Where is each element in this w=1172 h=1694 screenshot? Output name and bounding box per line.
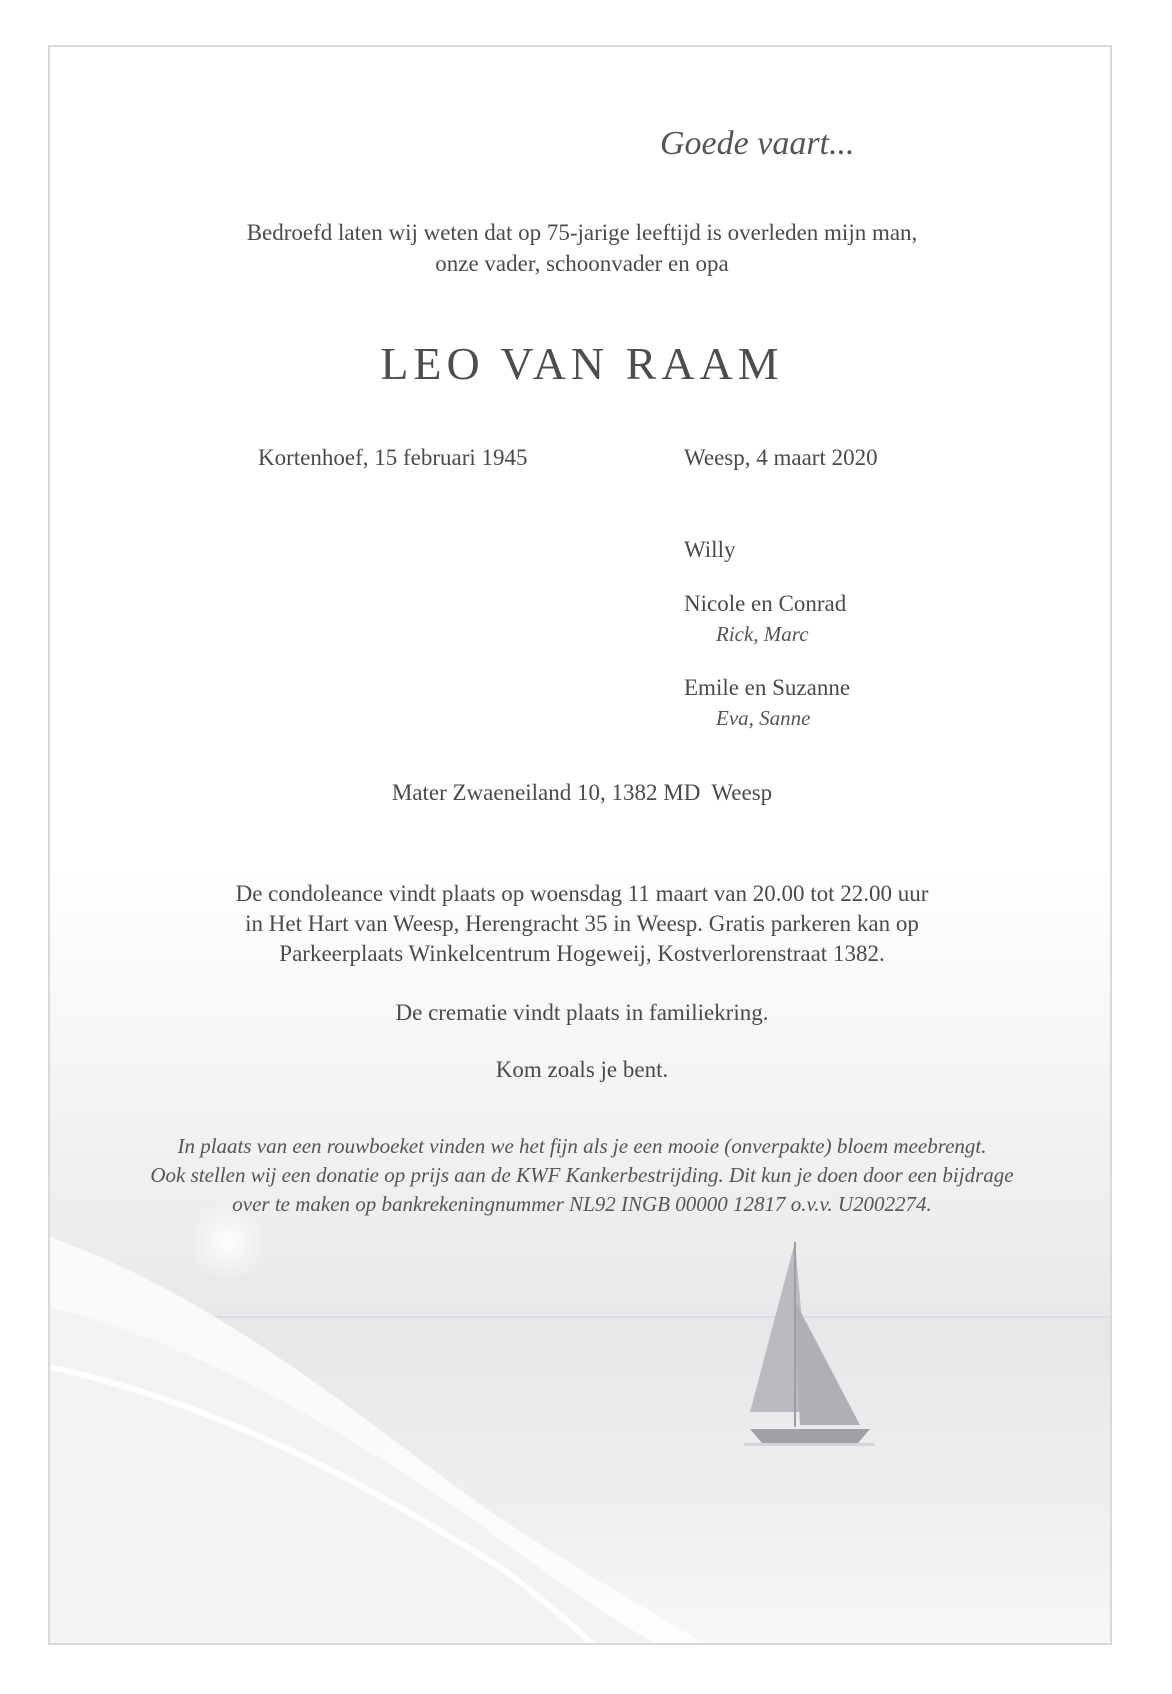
family-children: Rick, Marc [716, 622, 809, 646]
birth-place-date: Kortenhoef, 15 februari 1945 [258, 445, 528, 470]
obituary-card [48, 45, 1112, 1645]
note-line-3: over te maken op bankrekeningnummer NL92 INGB 00000 12817 o.v.v. U2002274. [232, 1192, 932, 1216]
family-children: Eva, Sanne [716, 706, 811, 730]
family-group [684, 589, 850, 649]
note-line-1: In plaats van een rouwboeket vinden we het fijn als je een mooie (onverpakte) bloem meebrengt. [177, 1134, 987, 1158]
intro-line-1: Bedroefd laten wij weten dat op 75-jarige leeftijd is overleden mijn man, [246, 220, 918, 245]
note-line-2: Ook stellen wij een donatie op prijs aan de KWF Kankerbestrijding. Dit kun je doen door een bijdrage [150, 1163, 1014, 1187]
family-group [684, 673, 850, 733]
come-as-you-are: Kom zoals je bent. [495, 1057, 669, 1082]
condolence-line-1: De condoleance vindt plaats op woensdag 11 maart van 20.00 tot 22.00 uur [235, 881, 929, 906]
motto: Goede vaart... [660, 125, 855, 162]
family-group [684, 535, 850, 565]
family-names: Nicole en Conrad [684, 591, 847, 616]
correspondence-address: Mater Zwaeneiland 10, 1382 MD Weesp [391, 780, 773, 805]
sailboat-sea-background [50, 47, 1112, 1645]
family-names: Emile en Suzanne [684, 675, 851, 700]
family-list [684, 535, 850, 757]
cremation-info: De crematie vindt plaats in familiekring. [395, 1000, 769, 1025]
family-names: Willy [684, 537, 736, 562]
deceased-name: LEO VAN RAAM [380, 338, 784, 389]
donation-note [50, 1132, 1112, 1219]
condolence-line-2: in Het Hart van Weesp, Herengracht 35 in Weesp. Gratis parkeren kan op [245, 911, 919, 936]
condolence-line-3: Parkeerplaats Winkelcentrum Hogeweij, Kostverlorenstraat 1382. [279, 941, 885, 966]
intro-line-2: onze vader, schoonvader en opa [435, 251, 729, 276]
intro-text [50, 217, 1112, 279]
death-place-date: Weesp, 4 maart 2020 [684, 445, 878, 470]
condolence-info [50, 879, 1112, 969]
